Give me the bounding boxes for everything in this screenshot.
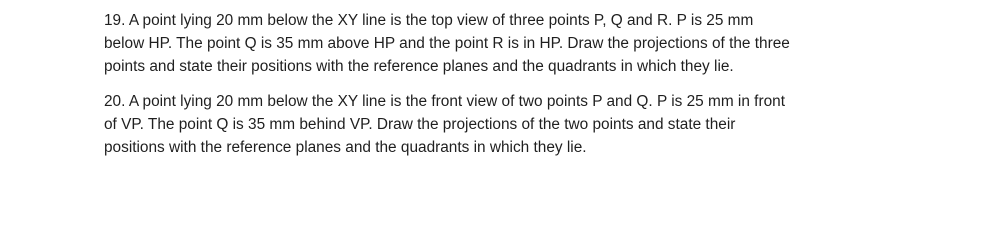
question-document <box>104 9 964 159</box>
question-19-line-3: points and state their positions with the reference planes and the quadrants in which they lie. <box>104 58 734 75</box>
question-19-line-1: 19. A point lying 20 mm below the XY line is the top view of three points P, Q and R. P is 25 mm <box>104 12 754 29</box>
question-20-line-2: of VP. The point Q is 35 mm behind VP. Draw the projections of the two points and state their <box>104 116 736 133</box>
question-19-line-2: below HP. The point Q is 35 mm above HP and the point R is in HP. Draw the projections of the three <box>104 35 790 52</box>
question-20-line-1: 20. A point lying 20 mm below the XY line is the front view of two points P and Q. P is 25 mm in front <box>104 93 785 110</box>
question-20-line-3: positions with the reference planes and the quadrants in which they lie. <box>104 139 587 156</box>
question-19 <box>104 9 964 78</box>
question-20 <box>104 90 964 159</box>
